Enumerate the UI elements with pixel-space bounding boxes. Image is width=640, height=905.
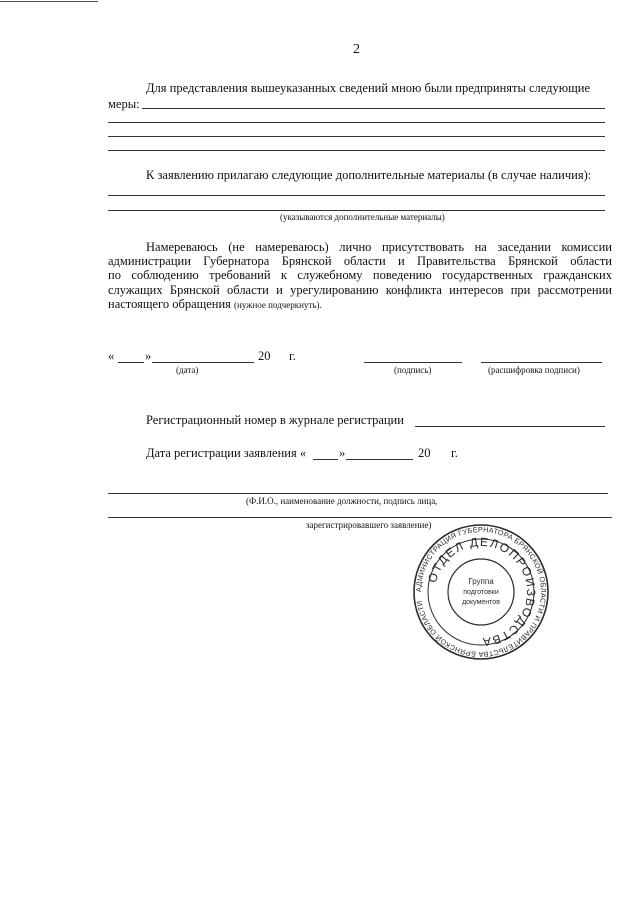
date-month-field[interactable] <box>152 362 254 363</box>
attendance-paragraph <box>108 240 612 312</box>
measures-line-2[interactable] <box>108 122 605 123</box>
registration-day-field[interactable] <box>313 459 338 460</box>
registration-number-label: Регистрационный номер в журнале регистрации <box>146 413 404 427</box>
date-quote-open: « <box>108 349 115 363</box>
materials-caption: (указываются дополнительные материалы) <box>280 212 445 222</box>
signature-decoding-field[interactable] <box>481 362 602 363</box>
stamp-center-line-1: Группа <box>468 577 494 586</box>
registrar-caption-1: (Ф.И.О., наименование должности, подпись лица, <box>246 496 438 506</box>
registrar-caption-2: зарегистрировавшего заявление) <box>306 520 432 530</box>
date-quote-close: » <box>145 349 152 363</box>
attendance-line-2: администрации Губернатора Брянской области и Правительства Брянской области <box>108 254 612 269</box>
materials-intro: К заявлению прилагаю следующие дополнительные материалы (в случае наличия): <box>146 168 592 182</box>
date-year-prefix: 20 <box>258 349 271 363</box>
stamp-inner-text: ОТДЕЛ ДЕЛОПРОИЗВОДСТВА <box>425 534 539 650</box>
measures-label: меры: <box>108 97 140 111</box>
department-stamp <box>412 523 550 661</box>
attendance-line-4: служащих Брянской области и урегулированию конфликта интересов при рассмотрении <box>108 282 612 297</box>
attendance-line-5: настоящего обращения (нужное подчеркнуть). <box>108 296 322 311</box>
registration-date-label: Дата регистрации заявления « <box>146 446 307 460</box>
materials-line-1[interactable] <box>108 195 605 196</box>
materials-line-2[interactable] <box>108 210 605 211</box>
measures-line-4[interactable] <box>108 150 605 151</box>
attendance-line-3: по соблюдению требований к служебному поведению государственных гражданских <box>108 268 612 283</box>
attendance-note: (нужное подчеркнуть). <box>234 299 322 310</box>
measures-intro: Для представления вышеуказанных сведений мною были предприняты следующие <box>146 81 590 95</box>
registration-month-field[interactable] <box>346 459 413 460</box>
measures-line-1[interactable] <box>142 108 605 109</box>
stamp-center-line-2: подготовки <box>463 589 499 596</box>
registration-number-field[interactable] <box>415 426 605 427</box>
date-year-suffix: г. <box>289 349 296 363</box>
signature-decoding-caption: (расшифровка подписи) <box>488 365 580 375</box>
measures-line-3[interactable] <box>108 136 605 137</box>
date-day-field[interactable] <box>118 362 144 363</box>
date-caption: (дата) <box>176 365 199 375</box>
attendance-line-1: Намереваюсь (не намереваюсь) лично присутствовать на заседании комиссии <box>146 240 612 254</box>
stamp-center-line-3: документов <box>462 599 500 606</box>
registration-year-suffix: г. <box>451 446 458 460</box>
registrar-line-2[interactable] <box>108 517 612 518</box>
scan-edge-line <box>0 1 98 2</box>
registration-year-prefix: 20 <box>418 446 431 460</box>
registration-date-quote-close: » <box>339 446 346 460</box>
page-number: 2 <box>353 42 360 57</box>
signature-field[interactable] <box>364 362 462 363</box>
registrar-line-1[interactable] <box>108 493 608 494</box>
signature-caption: (подпись) <box>394 365 432 375</box>
stamp-outer-text: АДМИНИСТРАЦИЯ ГУБЕРНАТОРА БРЯНСКОЙ ОБЛАСТИ И ПРАВИТЕЛЬСТВА БРЯНСКОЙ ОБЛАСТИ <box>413 524 549 660</box>
